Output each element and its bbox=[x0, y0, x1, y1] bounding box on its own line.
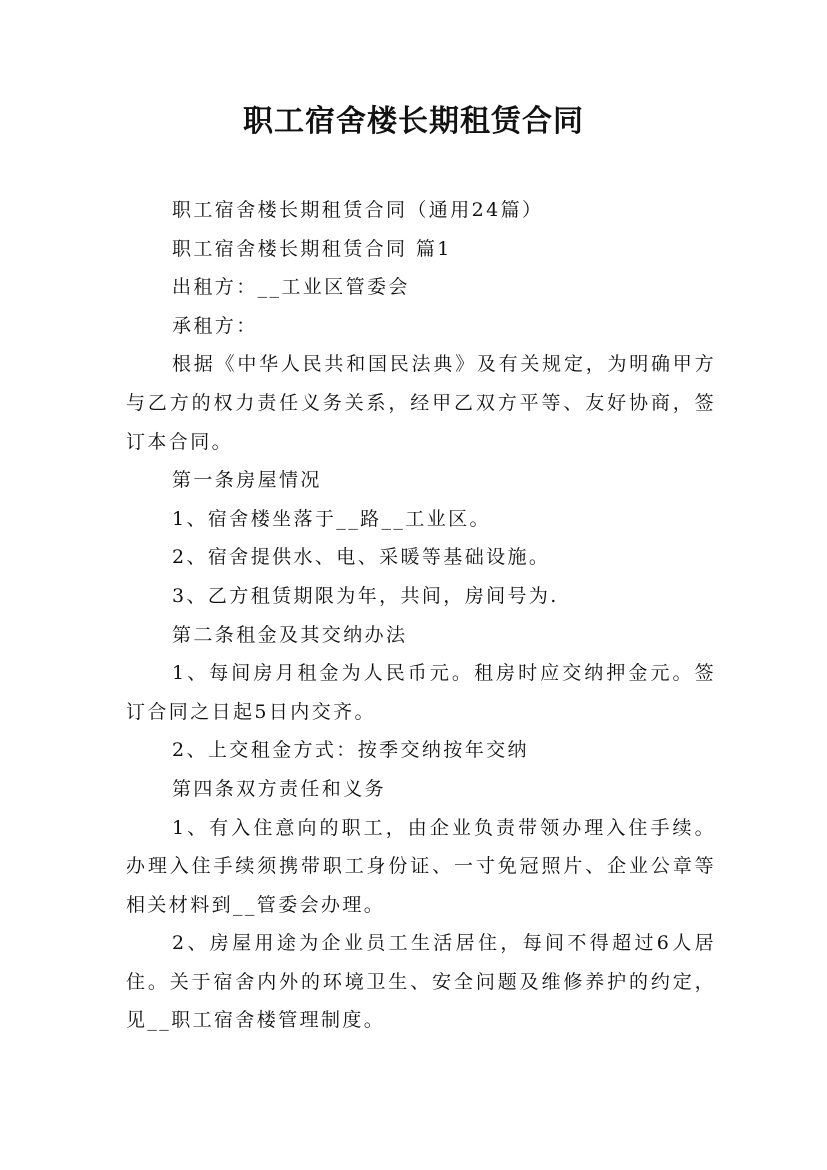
lessor-line: 出租方：__工业区管委会 bbox=[172, 276, 410, 299]
section-heading: 职工宿舍楼长期租赁合同 篇1 bbox=[172, 237, 452, 260]
lessee-line: 承租方： bbox=[172, 314, 258, 337]
clause-paragraph: 2、上交租金方式：按季交纳按年交纳 bbox=[172, 739, 529, 762]
clause-paragraph: 3、乙方租赁期限为年，共间，房间号为. bbox=[172, 584, 559, 607]
clause-paragraph: 1、有入住意向的职工，由企业负责带领办理入住手续。办理入住手续须携带职工身份证、一寸免冠照片、企业公章等相关材料到__管委会办理。 bbox=[126, 816, 716, 916]
document-title: 职工宿舍楼长期租赁合同 bbox=[243, 104, 584, 139]
article-heading: 第四条双方责任和义务 bbox=[172, 777, 387, 800]
preamble-paragraph: 根据《中华人民共和国民法典》及有关规定，为明确甲方与乙方的权力责任义务关系，经甲乙双方平等、友好协商，签订本合同。 bbox=[126, 353, 716, 453]
document-body bbox=[126, 191, 716, 1040]
subtitle-paragraph: 职工宿舍楼长期租赁合同（通用24篇） bbox=[172, 199, 544, 221]
clause-paragraph: 1、每间房月租金为人民币元。租房时应交纳押金元。签订合同之日起5日内交齐。 bbox=[126, 662, 716, 723]
clause-paragraph: 2、房屋用途为企业员工生活居住，每间不得超过6人居住。关于宿舍内外的环境卫生、安全问题及维修养护的约定，见__职工宿舍楼管理制度。 bbox=[126, 932, 716, 1032]
article-heading: 第二条租金及其交纳办法 bbox=[172, 623, 408, 646]
clause-paragraph: 2、宿舍提供水、电、采暖等基础设施。 bbox=[172, 546, 551, 569]
article-heading: 第一条房屋情况 bbox=[172, 469, 322, 492]
clause-paragraph: 1、宿舍楼坐落于__路__工业区。 bbox=[172, 507, 491, 530]
